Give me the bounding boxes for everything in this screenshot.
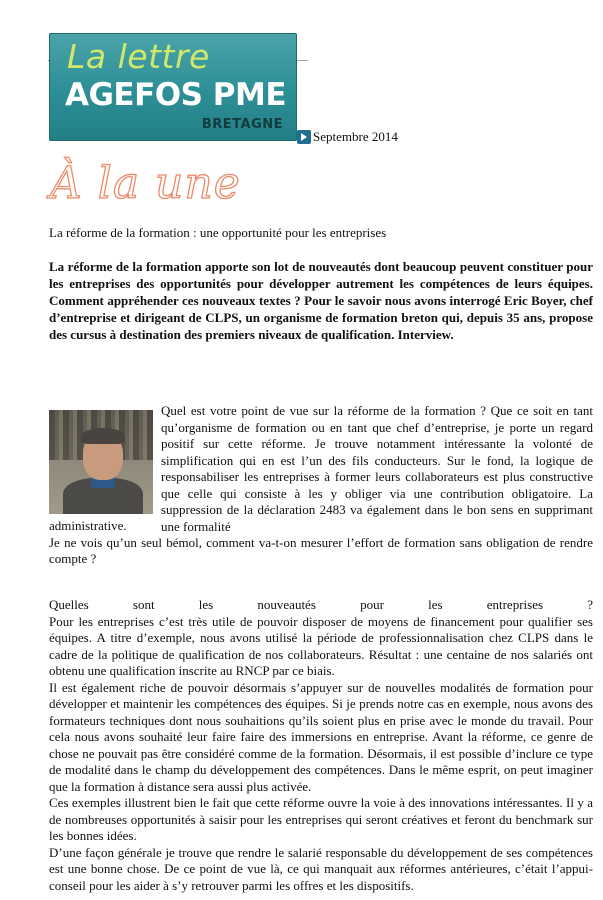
logo-line-3: BRETAGNE [201,117,283,132]
article-lead: La réforme de la formation apporte son lot de nouveautés dont beaucoup peuvent constituer pour les entreprises des opportunités pour développer autrement les compétences de leurs équipes. Comment appréhender ces nouveaux textes ? Pour le savoir nous avons interrogé Eric Boyer, chef d’entreprise et dirigeant de CLPS, un organisme de formation breton qui, depuis 35 ans, propose des cursus à destination des premiers niveaux de qualification. Interview. [49,259,593,342]
interview-answer-1: Quel est votre point de vue sur la réforme de la formation ? Que ce soit en tant qu’organisme de formation ou en tant que chef d’entreprise, je porte un regard positif sur cette réforme. Je trouve notamment intéressante la volonté de simplification qui en est l’un des fils conducteurs. Sur le fond, la logique de responsabiliser les entreprises à former leurs collaborateurs est plus constructive que celle qui consiste à les y obliger via une contribution obligatoire. La suppression de la déclaration 2483 va également dans le bon sens en supprimant une formalité [161,403,593,534]
answer-1-end: Je ne vois qu’un seul bémol, comment va-t-on mesurer l’effort de formation sans obligation de rendre compte ? [49,534,593,566]
agefos-logo [49,33,297,141]
logo-line-1: La lettre [67,37,210,76]
issue-date: Septembre 2014 [313,129,398,144]
answer-2-paragraph-1: Pour les entreprises c’est très utile de pouvoir disposer de moyens de financement pour qualifier ses équipes. A titre d’exemple, nous avons utilisé la période de professionnalisation chez CLPS dans le cadre de la politique de qualification de nos collaborateurs. Résultat : une centaine de nos salariés ont obtenu une qualification inscrite au RNCP par ce biais. [49,613,593,678]
interview-answer-1-continued [49,518,593,568]
logo-line-2: AGEFOS PME [65,77,287,113]
section-title: À la une [50,158,241,209]
interview-question-2-block [49,597,593,894]
answer-1-wrap-line: administrative. [49,518,127,533]
interviewee-photo [49,410,153,514]
arrow-right-icon[interactable] [297,130,311,144]
question-2: Quelles sont les nouveautés pour les entreprises ? [49,597,593,612]
answer-2-paragraph-2: Il est également riche de pouvoir désormais s’appuyer sur de nouvelles modalités de formation pour développer et maintenir les compétences des équipes. Si je prends notre cas en exemple, nous avons des formateurs techniques dont nous souhaitions qu’ils soient plus en prise avec le monde du travail. Pour cela nous avons souhaité leur faire faire des immersions en entreprise. Avant la réforme, ce genre de chose ne pouvait pas être considéré comme de la formation. Désormais, il est possible d’inclure ce type de modalité dans le champ du développement des compétences. Dans le même esprit, on peut imaginer que la formation à distance sera aussi plus activée. [49,679,593,794]
answer-2-paragraph-4: D’une façon générale je trouve que rendre le salarié responsable du développement de ses compétences est une bonne chose. De ce point de vue là, ce qui manquait aux réformes antérieures, c’était l’appui-conseil pour les aider à s’y retrouver parmi les offres et les dispositifs. [49,844,593,893]
article-subtitle: La réforme de la formation : une opportunité pour les entreprises [49,225,387,240]
answer-2-paragraph-3: Ces exemples illustrent bien le fait que cette réforme ouvre la voie à des innovations intéressantes. Il y a de nombreuses opportunités à saisir pour les entreprises qui seront créatives et feront du benchmark sur les bonnes idées. [49,795,593,843]
issue-date-row [297,129,398,145]
